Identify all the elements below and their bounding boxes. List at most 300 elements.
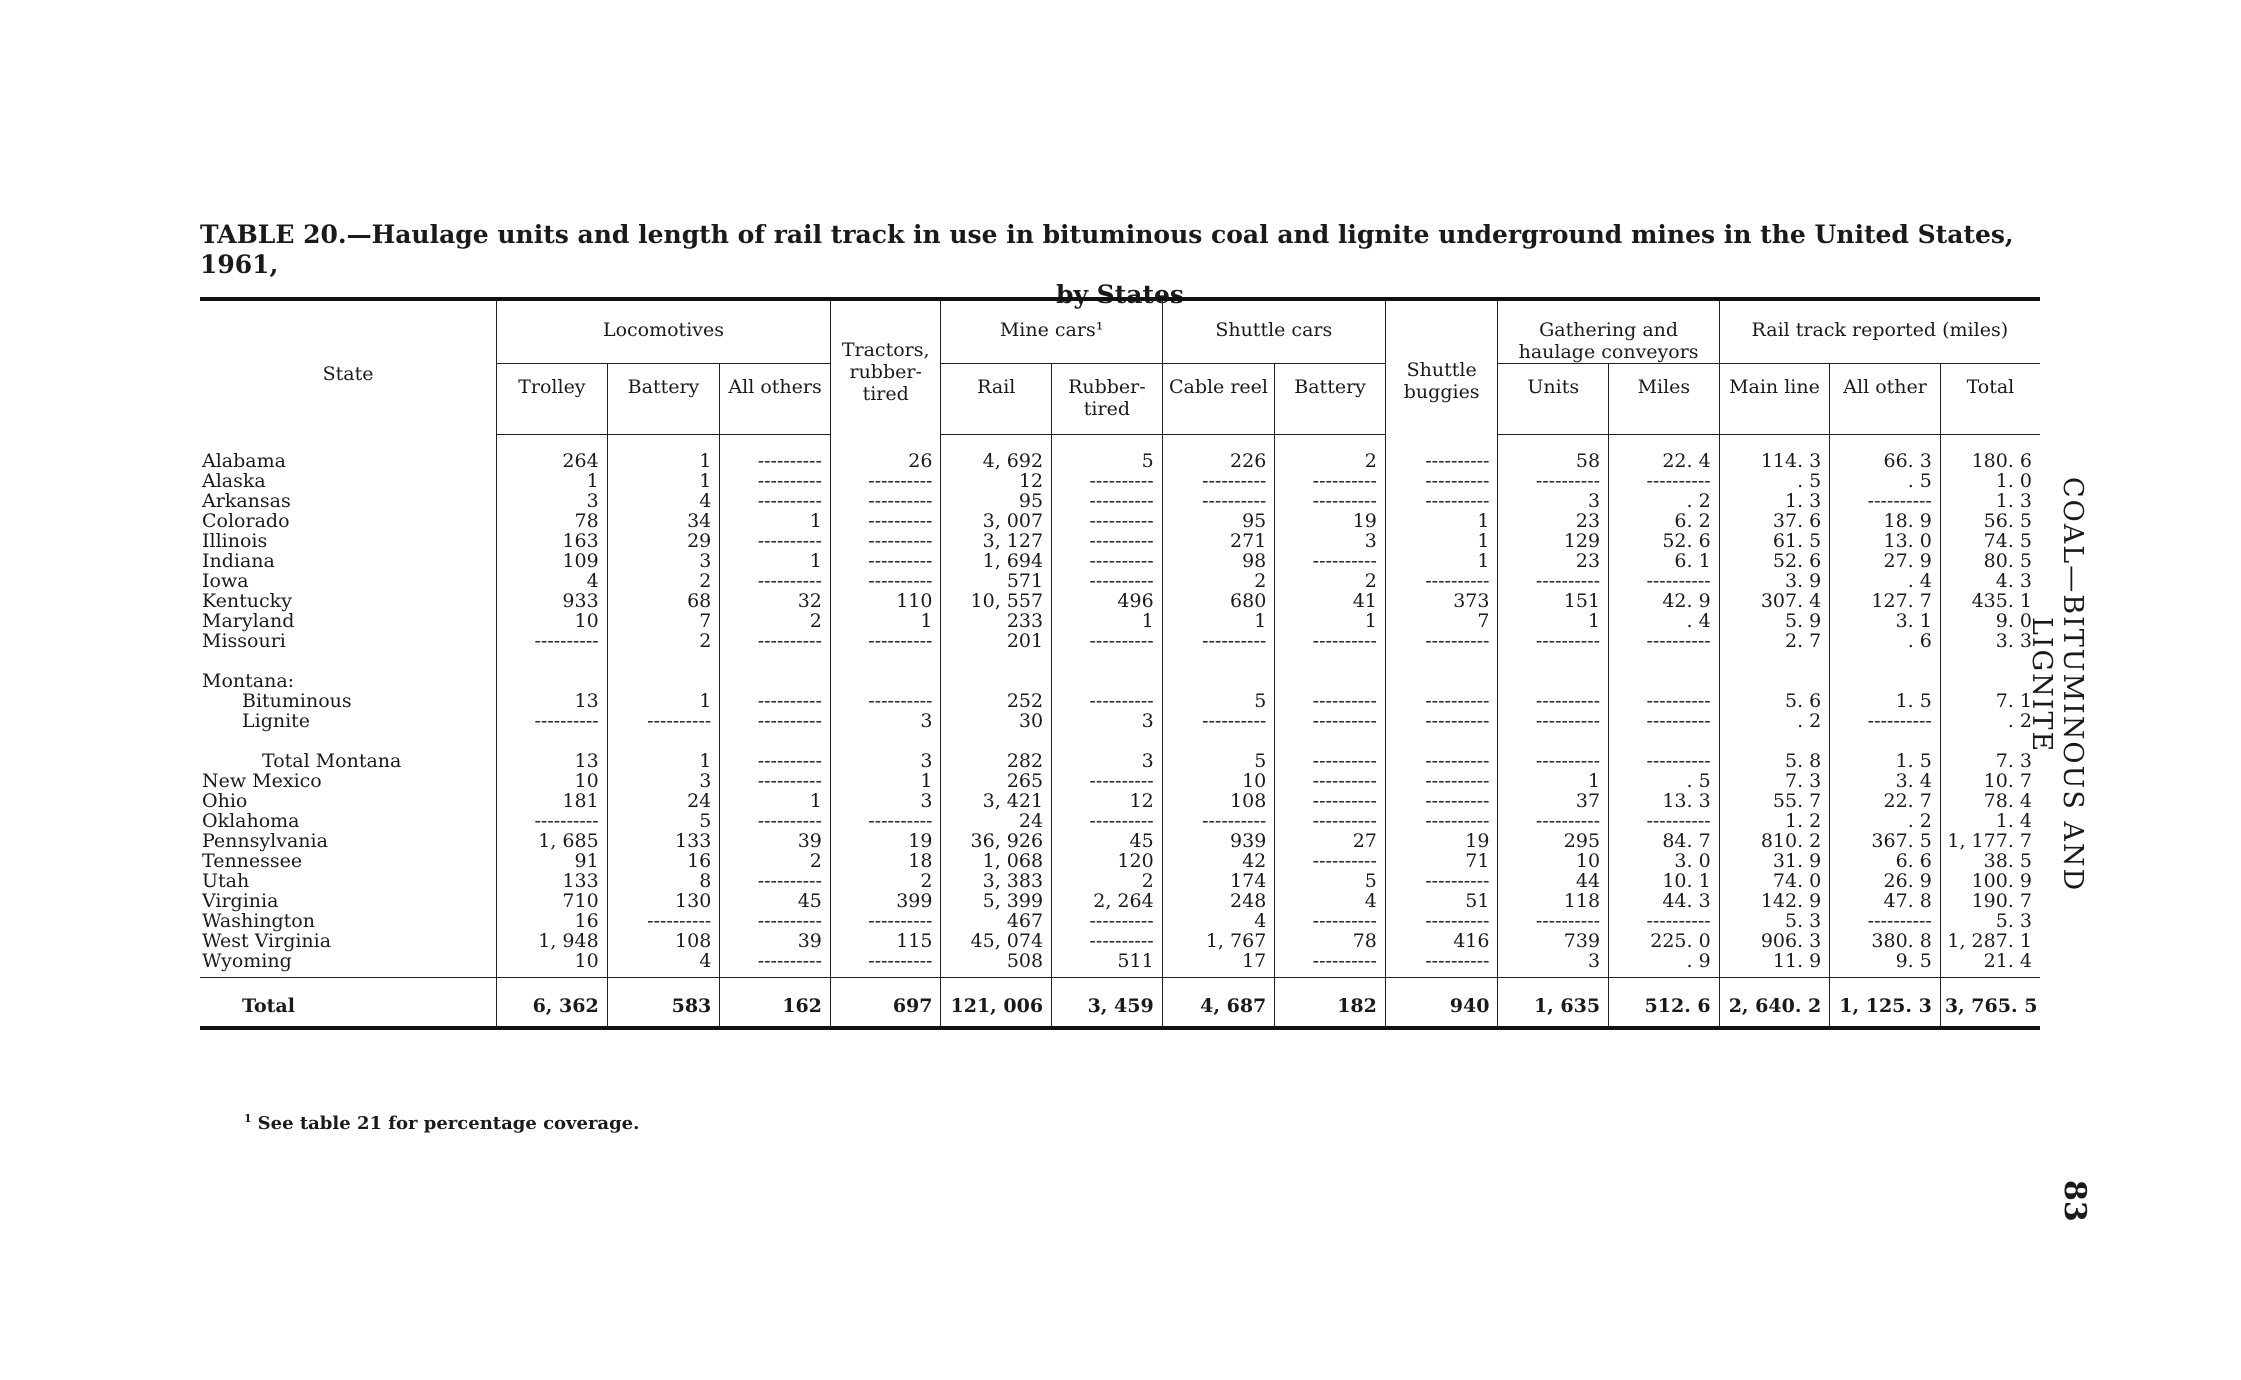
value-cell: 31. 9 [1719, 851, 1830, 871]
value-cell: 38. 5 [1940, 851, 2040, 871]
empty-cell [1830, 651, 1941, 691]
value-cell: 252 [941, 691, 1052, 711]
value-cell: ---------- [720, 811, 831, 831]
value-cell: 78 [1275, 931, 1386, 951]
value-cell: 1, 635 [1498, 978, 1609, 1029]
value-cell: 66. 3 [1830, 435, 1941, 472]
value-cell: 3. 4 [1830, 771, 1941, 791]
value-cell: 10 [1498, 851, 1609, 871]
value-cell: 1, 125. 3 [1830, 978, 1941, 1029]
value-cell: 367. 5 [1830, 831, 1941, 851]
value-cell: 58 [1498, 435, 1609, 472]
value-cell: 2, 640. 2 [1719, 978, 1830, 1029]
value-cell: ---------- [1609, 911, 1720, 931]
value-cell: 226 [1162, 435, 1275, 472]
state-cell: Total Montana [262, 750, 402, 772]
value-cell: . 4 [1609, 611, 1720, 631]
page-number: 83 [2057, 1180, 2092, 1222]
value-cell: ---------- [830, 491, 941, 511]
value-cell: 2 [607, 631, 720, 651]
value-cell: 1. 3 [1940, 491, 2040, 511]
value-cell: ---------- [1609, 631, 1720, 651]
value-cell: 12 [1052, 791, 1163, 811]
value-cell: 1 [720, 511, 831, 531]
value-cell: 1 [497, 471, 608, 491]
value-cell: ---------- [607, 911, 720, 931]
value-cell: 108 [607, 931, 720, 951]
value-cell: 26. 9 [1830, 871, 1941, 891]
value-cell: 13. 3 [1609, 791, 1720, 811]
value-cell: ---------- [1275, 951, 1386, 978]
value-cell: 45, 074 [941, 931, 1052, 951]
empty-cell [607, 651, 720, 691]
value-cell: 13 [497, 731, 608, 771]
value-cell: ---------- [1052, 551, 1163, 571]
value-cell: 2 [1275, 435, 1386, 472]
value-cell: 27 [1275, 831, 1386, 851]
value-cell: 2 [830, 871, 941, 891]
footnote [244, 1112, 639, 1134]
state-cell: Maryland [202, 610, 295, 632]
value-cell: ---------- [720, 951, 831, 978]
value-cell: 1 [1385, 511, 1498, 531]
value-cell: 61. 5 [1719, 531, 1830, 551]
haulage-table [200, 297, 2040, 1030]
table-row [200, 931, 2040, 951]
value-cell: ---------- [1498, 711, 1609, 731]
value-cell: 3. 0 [1609, 851, 1720, 871]
value-cell: 24 [607, 791, 720, 811]
value-cell: 295 [1498, 831, 1609, 851]
value-cell: ---------- [720, 691, 831, 711]
value-cell: 181 [497, 791, 608, 811]
value-cell: 6. 1 [1609, 551, 1720, 571]
value-cell: ---------- [1609, 571, 1720, 591]
table-row [200, 571, 2040, 591]
value-cell: 12 [941, 471, 1052, 491]
value-cell: 2 [720, 611, 831, 631]
value-cell: 34 [607, 511, 720, 531]
table-bottom-rule [200, 1028, 2040, 1030]
header-all-other: All other [1830, 364, 1941, 435]
table-row [200, 871, 2040, 891]
value-cell: 84. 7 [1609, 831, 1720, 851]
value-cell: 13. 0 [1830, 531, 1941, 551]
value-cell: 1 [607, 731, 720, 771]
value-cell: 933 [497, 591, 608, 611]
value-cell: 10 [1162, 771, 1275, 791]
value-cell: ---------- [1052, 771, 1163, 791]
empty-cell [1385, 651, 1498, 691]
value-cell: . 9 [1609, 951, 1720, 978]
value-cell: 42. 9 [1609, 591, 1720, 611]
side-caption: COAL—BITUMINOUS AND LIGNITE [2026, 477, 2088, 893]
value-cell: 435. 1 [1940, 591, 2040, 611]
value-cell: 2 [1052, 871, 1163, 891]
table-row [200, 611, 2040, 631]
value-cell: ---------- [1498, 691, 1609, 711]
value-cell: ---------- [1498, 631, 1609, 651]
value-cell: ---------- [1385, 691, 1498, 711]
value-cell: 1. 0 [1940, 471, 2040, 491]
state-cell: Kentucky [202, 590, 292, 612]
value-cell: ---------- [497, 811, 608, 831]
value-cell: ---------- [1052, 511, 1163, 531]
value-cell: 5 [1162, 691, 1275, 711]
value-cell: 416 [1385, 931, 1498, 951]
value-cell: . 5 [1719, 471, 1830, 491]
value-cell: 1 [720, 551, 831, 571]
value-cell: ---------- [1385, 771, 1498, 791]
value-cell: 1 [1052, 611, 1163, 631]
table-row [200, 731, 2040, 771]
state-cell: Ohio [202, 790, 248, 812]
header-tractors: Tractors, rubber-tired [830, 299, 941, 435]
value-cell: 1 [830, 611, 941, 631]
table-row [200, 491, 2040, 511]
state-cell: Bituminous [242, 690, 352, 712]
value-cell: 52. 6 [1719, 551, 1830, 571]
value-cell: ---------- [830, 531, 941, 551]
value-cell: 1 [607, 435, 720, 472]
value-cell: ---------- [1275, 491, 1386, 511]
value-cell: ---------- [1052, 471, 1163, 491]
table-row [200, 911, 2040, 931]
value-cell: 380. 8 [1830, 931, 1941, 951]
value-cell: 583 [607, 978, 720, 1029]
value-cell: 710 [497, 891, 608, 911]
value-cell: ---------- [1052, 531, 1163, 551]
value-cell: 16 [607, 851, 720, 871]
value-cell: ---------- [1052, 631, 1163, 651]
value-cell: 496 [1052, 591, 1163, 611]
value-cell: ---------- [1275, 911, 1386, 931]
value-cell: 1 [1385, 531, 1498, 551]
value-cell: ---------- [1830, 491, 1941, 511]
value-cell: ---------- [720, 871, 831, 891]
value-cell: 2 [1275, 571, 1386, 591]
value-cell: 118 [1498, 891, 1609, 911]
state-cell: Pennsylvania [202, 830, 328, 852]
empty-cell [941, 651, 1052, 691]
value-cell: ---------- [1275, 811, 1386, 831]
value-cell: 5 [1162, 731, 1275, 771]
value-cell: 1. 3 [1719, 491, 1830, 511]
value-cell: 180. 6 [1940, 435, 2040, 472]
value-cell: ---------- [1275, 851, 1386, 871]
value-cell: 4 [607, 491, 720, 511]
header-state: State [200, 299, 497, 435]
value-cell: 24 [941, 811, 1052, 831]
value-cell: ---------- [1385, 435, 1498, 472]
value-cell: 52. 6 [1609, 531, 1720, 551]
value-cell: 74. 0 [1719, 871, 1830, 891]
value-cell: ---------- [720, 491, 831, 511]
value-cell: ---------- [1052, 811, 1163, 831]
value-cell: 2. 7 [1719, 631, 1830, 651]
header-conveyors: Gathering and haulage conveyors [1498, 299, 1719, 364]
value-cell: 248 [1162, 891, 1275, 911]
value-cell: 78 [497, 511, 608, 531]
value-cell: ---------- [1162, 491, 1275, 511]
value-cell: ---------- [1498, 471, 1609, 491]
value-cell: 19 [1275, 511, 1386, 531]
table-row [200, 951, 2040, 978]
value-cell: 23 [1498, 511, 1609, 531]
value-cell: 45 [720, 891, 831, 911]
header-shuttle-cars: Shuttle cars [1162, 299, 1385, 364]
value-cell: ---------- [1385, 791, 1498, 811]
table-row [200, 631, 2040, 651]
value-cell: ---------- [830, 631, 941, 651]
value-cell: ---------- [720, 711, 831, 731]
value-cell: 739 [1498, 931, 1609, 951]
state-cell: Indiana [202, 550, 275, 572]
value-cell: ---------- [1275, 471, 1386, 491]
value-cell: 37 [1498, 791, 1609, 811]
value-cell: 114. 3 [1719, 435, 1830, 472]
value-cell: 47. 8 [1830, 891, 1941, 911]
value-cell: 115 [830, 931, 941, 951]
header-rubber-tired: Rubber-tired [1052, 364, 1163, 435]
value-cell: 3, 007 [941, 511, 1052, 531]
state-cell: Oklahoma [202, 810, 300, 832]
value-cell: ---------- [1498, 911, 1609, 931]
value-cell: 55. 7 [1719, 791, 1830, 811]
value-cell: 7 [607, 611, 720, 631]
value-cell: ---------- [1609, 731, 1720, 771]
value-cell: 80. 5 [1940, 551, 2040, 571]
header-rail-track: Rail track reported (miles) [1719, 299, 2040, 364]
value-cell: 22. 4 [1609, 435, 1720, 472]
value-cell: 56. 5 [1940, 511, 2040, 531]
empty-cell [1498, 651, 1609, 691]
value-cell: ---------- [830, 471, 941, 491]
value-cell: 1, 177. 7 [1940, 831, 2040, 851]
table-row [200, 435, 2040, 472]
value-cell: 1 [1162, 611, 1275, 631]
value-cell: ---------- [830, 571, 941, 591]
value-cell: 201 [941, 631, 1052, 651]
value-cell: ---------- [1162, 711, 1275, 731]
value-cell: 225. 0 [1609, 931, 1720, 951]
value-cell: 697 [830, 978, 941, 1029]
table-title-line2: by States [1055, 280, 1185, 309]
value-cell: 265 [941, 771, 1052, 791]
value-cell: ---------- [1609, 471, 1720, 491]
value-cell: 17 [1162, 951, 1275, 978]
value-cell: 95 [1162, 511, 1275, 531]
table-row [200, 511, 2040, 531]
value-cell: 9. 0 [1940, 611, 2040, 631]
state-cell: Alabama [202, 449, 286, 472]
table-row [200, 851, 2040, 871]
value-cell: . 5 [1609, 771, 1720, 791]
state-cell: Total [242, 995, 295, 1017]
empty-cell [1162, 651, 1275, 691]
value-cell: 26 [830, 435, 941, 472]
value-cell: 271 [1162, 531, 1275, 551]
header-mine-cars: Mine cars¹ [941, 299, 1162, 364]
value-cell: ---------- [1498, 571, 1609, 591]
value-cell: ---------- [1609, 811, 1720, 831]
table-row [200, 531, 2040, 551]
value-cell: ---------- [1385, 571, 1498, 591]
value-cell: 1 [1275, 611, 1386, 631]
value-cell: ---------- [720, 531, 831, 551]
value-cell: 4 [497, 571, 608, 591]
value-cell: ---------- [1275, 791, 1386, 811]
value-cell: 68 [607, 591, 720, 611]
value-cell: 1 [830, 771, 941, 791]
value-cell: 27. 9 [1830, 551, 1941, 571]
value-cell: 5. 6 [1719, 691, 1830, 711]
value-cell: ---------- [830, 811, 941, 831]
header-total: Total [1940, 364, 2040, 435]
value-cell: 6. 6 [1830, 851, 1941, 871]
value-cell: ---------- [1052, 691, 1163, 711]
footnote-text: See table 21 for percentage coverage. [257, 1113, 640, 1134]
value-cell: ---------- [1385, 491, 1498, 511]
value-cell: 98 [1162, 551, 1275, 571]
value-cell: 3 [497, 491, 608, 511]
value-cell: 30 [941, 711, 1052, 731]
value-cell: 22. 7 [1830, 791, 1941, 811]
value-cell: 19 [830, 831, 941, 851]
value-cell: . 2 [1719, 711, 1830, 731]
value-cell: 18. 9 [1830, 511, 1941, 531]
value-cell: ---------- [1385, 871, 1498, 891]
value-cell: . 6 [1830, 631, 1941, 651]
value-cell: 1 [1385, 551, 1498, 571]
value-cell: ---------- [1609, 711, 1720, 731]
value-cell: 108 [1162, 791, 1275, 811]
value-cell: 4, 687 [1162, 978, 1275, 1029]
value-cell: 282 [941, 731, 1052, 771]
value-cell: ---------- [830, 551, 941, 571]
value-cell: 4 [1162, 911, 1275, 931]
empty-cell [497, 651, 608, 691]
value-cell: ---------- [830, 951, 941, 978]
value-cell: 3 [830, 731, 941, 771]
empty-cell [1275, 651, 1386, 691]
table-row [200, 471, 2040, 491]
table-row [200, 551, 2040, 571]
table-row [200, 891, 2040, 911]
table-row [200, 811, 2040, 831]
value-cell: 10. 7 [1940, 771, 2040, 791]
value-cell: ---------- [1385, 811, 1498, 831]
table-row [200, 691, 2040, 711]
value-cell: 190. 7 [1940, 891, 2040, 911]
value-cell: ---------- [720, 571, 831, 591]
value-cell: 511 [1052, 951, 1163, 978]
value-cell: 133 [607, 831, 720, 851]
header-all-others: All others [720, 364, 831, 435]
value-cell: ---------- [1275, 631, 1386, 651]
value-cell: 45 [1052, 831, 1163, 851]
value-cell: 10. 1 [1609, 871, 1720, 891]
header-locomotives: Locomotives [497, 299, 831, 364]
value-cell: 1. 4 [1940, 811, 2040, 831]
value-cell: 39 [720, 931, 831, 951]
value-cell: ---------- [1275, 771, 1386, 791]
value-cell: ---------- [1385, 631, 1498, 651]
value-cell: 9. 5 [1830, 951, 1941, 978]
value-cell: ---------- [1162, 631, 1275, 651]
value-cell: 37. 6 [1719, 511, 1830, 531]
value-cell: 1, 068 [941, 851, 1052, 871]
value-cell: 508 [941, 951, 1052, 978]
total-row [200, 978, 2040, 1029]
value-cell: 6. 2 [1609, 511, 1720, 531]
montana-label-row [200, 651, 2040, 691]
table-row [200, 831, 2040, 851]
value-cell: 6, 362 [497, 978, 608, 1029]
state-cell: Washington [202, 910, 315, 932]
value-cell: 3 [1275, 531, 1386, 551]
value-cell: 5. 9 [1719, 611, 1830, 631]
value-cell: 3 [607, 551, 720, 571]
value-cell: 3. 9 [1719, 571, 1830, 591]
value-cell: ---------- [720, 911, 831, 931]
header-shuttle-buggies: Shuttle buggies [1385, 299, 1498, 435]
empty-cell [1052, 651, 1163, 691]
value-cell: 5. 3 [1940, 911, 2040, 931]
value-cell: 1, 287. 1 [1940, 931, 2040, 951]
montana-label: Montana: [202, 670, 295, 692]
state-cell: West Virginia [202, 930, 332, 952]
value-cell: 4 [1275, 891, 1386, 911]
value-cell: ---------- [1275, 731, 1386, 771]
value-cell: 3, 383 [941, 871, 1052, 891]
value-cell: ---------- [1609, 691, 1720, 711]
value-cell: 44 [1498, 871, 1609, 891]
value-cell: . 5 [1830, 471, 1941, 491]
value-cell: ---------- [1385, 911, 1498, 931]
value-cell: ---------- [497, 711, 608, 731]
value-cell: 5 [1052, 435, 1163, 472]
value-cell: 41 [1275, 591, 1386, 611]
value-cell: 1 [720, 791, 831, 811]
value-cell: 467 [941, 911, 1052, 931]
value-cell: 129 [1498, 531, 1609, 551]
value-cell: ---------- [1275, 711, 1386, 731]
value-cell: 7. 3 [1940, 731, 2040, 771]
value-cell: ---------- [1385, 471, 1498, 491]
value-cell: ---------- [1052, 931, 1163, 951]
value-cell: . 2 [1609, 491, 1720, 511]
value-cell: 1, 685 [497, 831, 608, 851]
value-cell: 78. 4 [1940, 791, 2040, 811]
state-cell: Utah [202, 870, 250, 892]
value-cell: 42 [1162, 851, 1275, 871]
value-cell: 95 [941, 491, 1052, 511]
value-cell: 4. 3 [1940, 571, 2040, 591]
value-cell: 3, 421 [941, 791, 1052, 811]
value-cell: 36, 926 [941, 831, 1052, 851]
value-cell: . 2 [1830, 811, 1941, 831]
value-cell: 174 [1162, 871, 1275, 891]
value-cell: 1. 5 [1830, 731, 1941, 771]
state-cell: Iowa [202, 570, 249, 592]
value-cell: 3 [830, 711, 941, 731]
value-cell: ---------- [1052, 571, 1163, 591]
state-cell: Illinois [202, 530, 268, 552]
state-cell: Colorado [202, 510, 290, 532]
value-cell: 939 [1162, 831, 1275, 851]
value-cell: 5, 399 [941, 891, 1052, 911]
